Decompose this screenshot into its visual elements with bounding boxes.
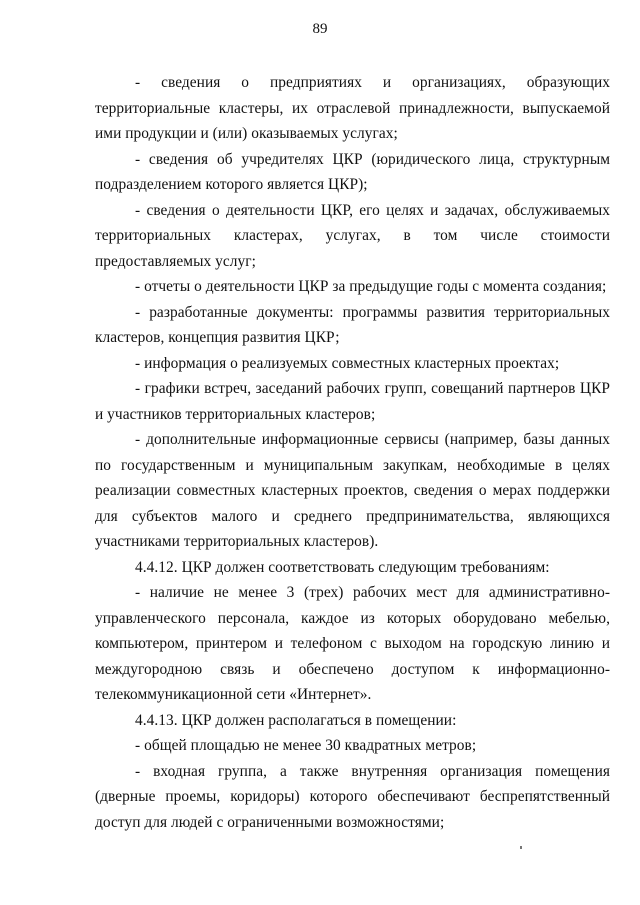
paragraph-enterprises-info: - сведения о предприятиях и организациях, образующих территориальные кластеры, их отраслевой принадлежности, выпускаемой ими продукции и (или) оказываемых услугах; <box>95 74 610 142</box>
section-4-4-13-heading: 4.4.13. ЦКР должен располагаться в помещении: <box>135 711 457 729</box>
page-number: 89 <box>312 21 328 37</box>
section-4-4-12-heading: 4.4.12. ЦКР должен соответствовать следующим требованиям: <box>135 558 550 576</box>
paragraph-meeting-schedules: - графики встреч, заседаний рабочих групп, совещаний партнеров ЦКР и участников территориальных кластеров; <box>95 380 610 423</box>
paragraph-additional-services: - дополнительные информационные сервисы (например, базы данных по государственным и муниципальным закупкам, необходимые в целях реализации совместных кластерных проектов, сведения о мерах поддержки для субъектов малого и среднего предпринимательства, являющихся участниками территориальных кластеров). <box>95 431 610 550</box>
paragraph-workplaces-requirement: - наличие не менее 3 (трех) рабочих мест для административно-управленческого персонала, каждое из которых оборудовано мебелью, компьютером, принтером и телефоном с выходом на городскую линию и междугородною связь и обеспечено доступом к информационно-телекоммуникационной сети «Интернет». <box>95 584 610 703</box>
scan-dust-mark <box>520 846 522 849</box>
paragraph-area-requirement: - общей площадью не менее 30 квадратных метров; <box>135 737 477 754</box>
paragraph-founders-info: - сведения об учредителях ЦКР (юридического лица, структурным подразделением которого является ЦКР); <box>95 150 610 193</box>
paragraph-joint-projects: - информация о реализуемых совместных кластерных проектах; <box>135 354 560 372</box>
paragraph-activity-info: - сведения о деятельности ЦКР, его целях и задачах, обслуживаемых территориальных кластерах, услугах, в том числе стоимости предоставляемых услуг; <box>95 201 610 270</box>
paragraph-documents: - разработанные документы: программы развития территориальных кластеров, концепция развития ЦКР; <box>95 303 610 346</box>
paragraph-reports: - отчеты о деятельности ЦКР за предыдущие годы с момента создания; <box>135 278 607 295</box>
paragraph-accessibility-requirement: - входная группа, а также внутренняя организация помещения (дверные проемы, коридоры) которого обеспечивают беспрепятственный доступ для людей с ограниченными возможностями; <box>95 762 610 831</box>
document-body <box>95 70 610 835</box>
